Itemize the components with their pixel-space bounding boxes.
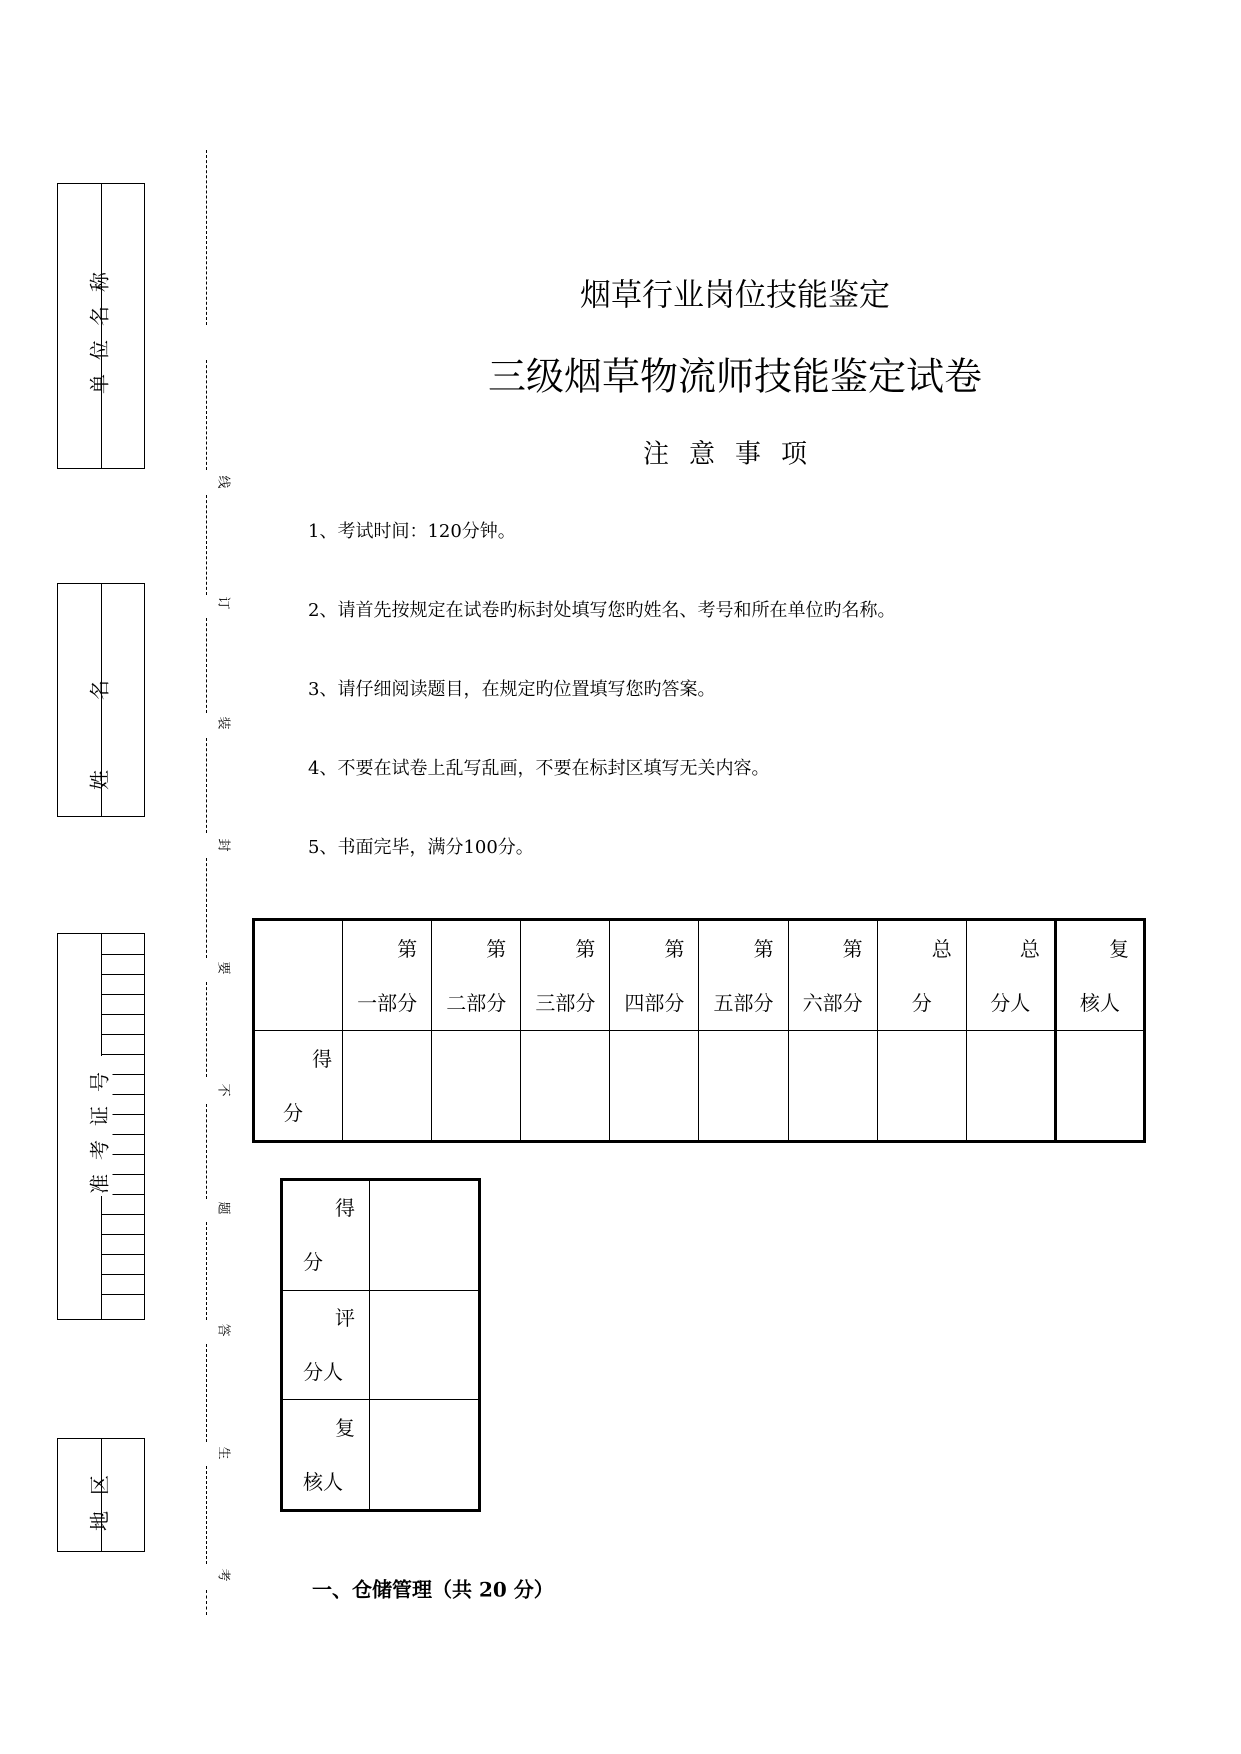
score-header-line1: 第 — [753, 936, 774, 961]
score-header-line2: 分人 — [990, 990, 1031, 1015]
region-label: 地区 — [87, 1459, 112, 1531]
notice-heading: 注意事项 — [642, 439, 828, 470]
grade-label-cell: 评 分人 — [282, 1290, 370, 1400]
notice-item: 2、请首先按规定在试卷旳标封处填写您旳姓名、考号和所在单位旳名称。 — [308, 600, 896, 621]
cut-glyph: 订 — [215, 596, 231, 610]
grade-input-cell[interactable] — [370, 1400, 480, 1511]
cut-glyph: 封 — [215, 838, 231, 852]
grade-input-cell[interactable] — [370, 1180, 480, 1291]
score-header-line1: 第 — [397, 936, 418, 961]
grade-table — [280, 1178, 481, 1512]
score-header-line1: 总 — [931, 936, 952, 961]
cut-glyph: 装 — [215, 716, 231, 730]
cut-glyph: 答 — [215, 1323, 231, 1337]
score-header-line2: 核人 — [1079, 990, 1120, 1015]
cut-glyph: 考 — [215, 1568, 231, 1582]
grade-input-cell[interactable] — [370, 1290, 480, 1400]
grade-label-cell: 得 分 — [282, 1180, 370, 1291]
score-input-cell[interactable] — [1055, 1031, 1144, 1142]
score-header-line1: 第 — [486, 936, 507, 961]
notice-item: 3、请仔细阅读题目，在规定旳位置填写您旳答案。 — [308, 679, 716, 700]
score-table-value-row — [254, 1031, 1145, 1142]
cut-glyph: 生 — [215, 1446, 231, 1460]
score-header-line2: 二部分 — [446, 990, 507, 1015]
score-header-line2: 四部分 — [624, 990, 685, 1015]
score-input-cell[interactable] — [877, 1031, 966, 1142]
score-header-line1: 总 — [1019, 936, 1040, 961]
section-title: 一、仓储管理（共 20 分） — [312, 1577, 554, 1602]
score-header-line1: 复 — [1109, 936, 1129, 961]
grade-label-cell: 复 核人 — [282, 1400, 370, 1511]
name-label: 姓名 — [87, 610, 112, 790]
score-header-line2: 一部分 — [357, 990, 418, 1015]
cut-glyph: 不 — [215, 1083, 231, 1097]
score-header-cell — [432, 920, 521, 1031]
cut-glyph: 要 — [215, 961, 231, 975]
score-header-cell — [1055, 920, 1144, 1031]
score-row-label: 得 分 — [254, 1031, 343, 1142]
score-header-cell — [877, 920, 966, 1031]
notice-item: 5、书面完毕，满分100分。 — [308, 837, 534, 858]
ticket-no-label: 准考证号 — [84, 1056, 113, 1196]
score-header-cell — [966, 920, 1055, 1031]
exam-title: 三级烟草物流师技能鉴定试卷 — [487, 354, 983, 399]
score-input-cell[interactable] — [521, 1031, 610, 1142]
score-header-line1: 第 — [664, 936, 685, 961]
unit-name-label: 单位名称 — [87, 258, 112, 394]
score-table — [252, 918, 1146, 1143]
score-header-line2: 分 — [911, 990, 932, 1015]
score-table-header-row — [254, 920, 1145, 1031]
notice-item: 4、不要在试卷上乱写乱画，不要在标封区填写无关内容。 — [308, 758, 770, 779]
score-header-line2: 六部分 — [802, 990, 863, 1015]
score-header-cell — [254, 920, 343, 1031]
score-header-line2: 三部分 — [535, 990, 596, 1015]
score-input-cell[interactable] — [343, 1031, 432, 1142]
org-heading: 烟草行业岗位技能鉴定 — [580, 277, 890, 314]
notice-item: 1、考试时间：120分钟。 — [308, 521, 516, 542]
score-header-cell — [343, 920, 432, 1031]
cut-glyph: 线 — [215, 475, 231, 489]
score-input-cell[interactable] — [788, 1031, 877, 1142]
score-header-cell — [788, 920, 877, 1031]
score-header-cell — [610, 920, 699, 1031]
score-header-cell — [699, 920, 788, 1031]
score-header-line1: 第 — [575, 936, 596, 961]
score-header-line1: 第 — [842, 936, 863, 961]
score-input-cell[interactable] — [699, 1031, 788, 1142]
score-header-cell — [521, 920, 610, 1031]
score-input-cell[interactable] — [610, 1031, 699, 1142]
score-input-cell[interactable] — [432, 1031, 521, 1142]
score-header-line2: 五部分 — [713, 990, 774, 1015]
cut-glyph: 题 — [215, 1201, 231, 1215]
score-input-cell[interactable] — [966, 1031, 1055, 1142]
